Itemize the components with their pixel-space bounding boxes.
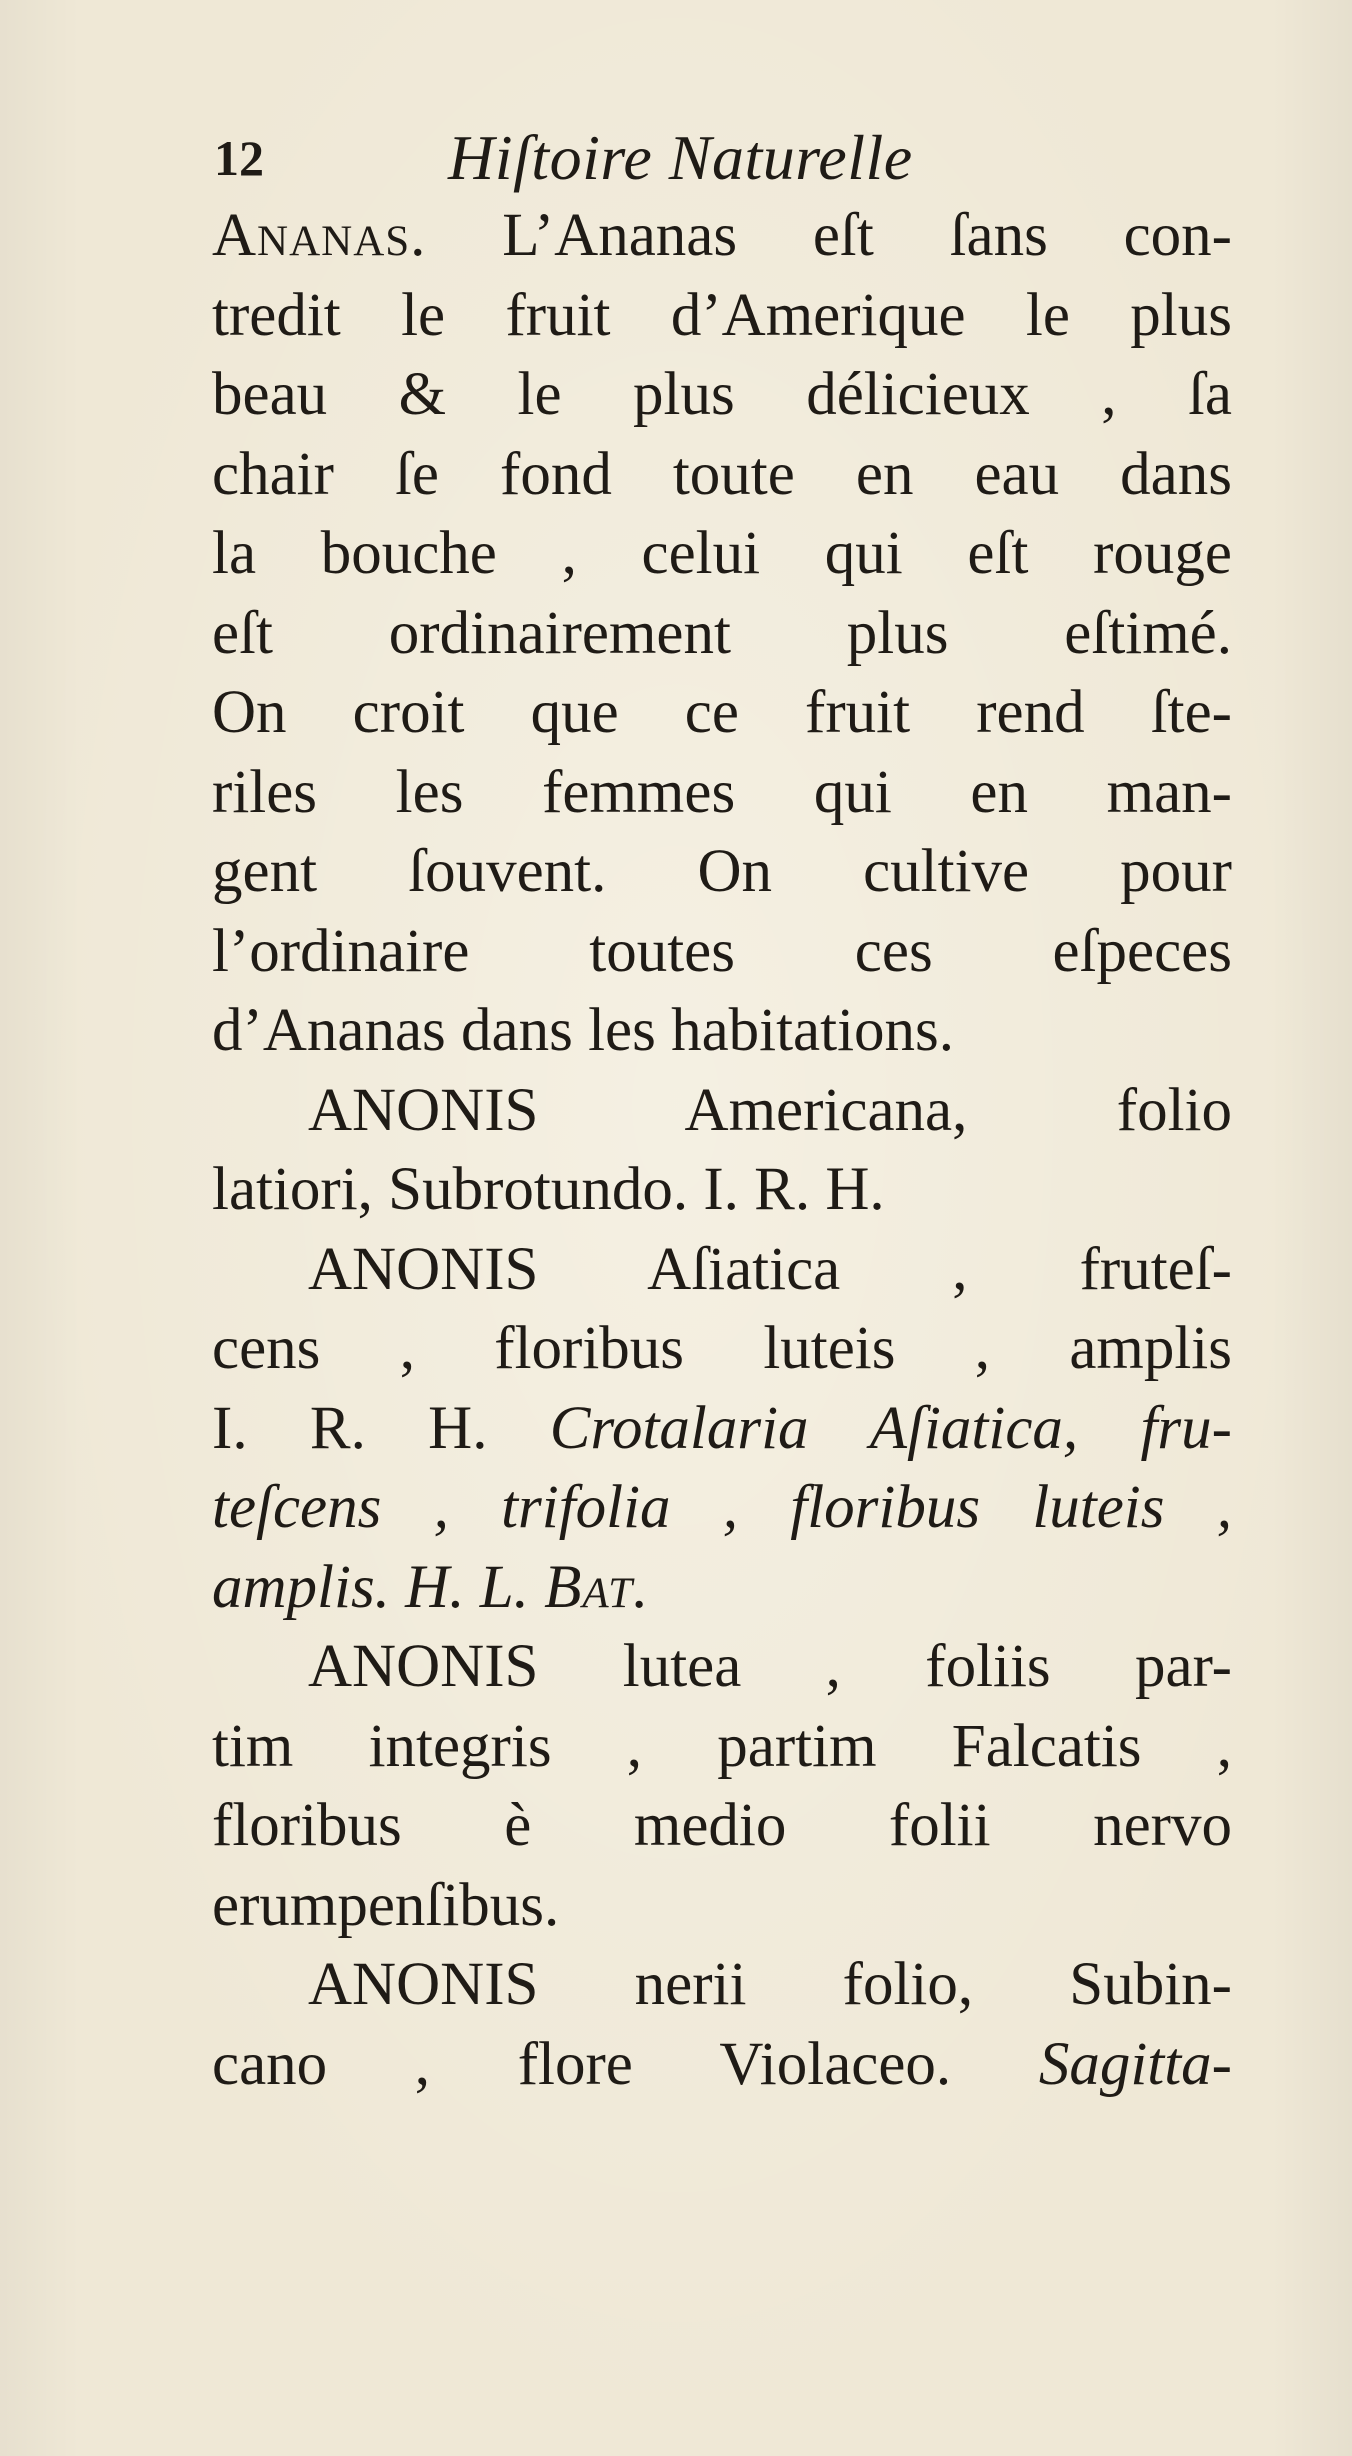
text-line — [212, 1786, 1232, 1866]
text-line — [212, 276, 1232, 356]
text-segment: Bat. — [544, 1553, 650, 1621]
text-line — [212, 991, 1232, 1071]
text-segment: erumpenſibus. — [212, 1871, 560, 1939]
running-title: Hiſtoire Naturelle — [448, 122, 913, 193]
text-segment: Crotalaria Aſiatica, fru- — [549, 1394, 1232, 1462]
text-line — [212, 1309, 1232, 1389]
text-line — [212, 355, 1232, 435]
text-segment: cano , flore Violaceo. — [212, 2030, 1039, 2098]
text-segment: ANONIS nerii folio, Subin- — [308, 1951, 1232, 2018]
text-line — [212, 1548, 1232, 1628]
text-segment: tim integris , partim Falcatis , — [212, 1712, 1232, 1780]
text-segment: tredit le fruit d’Amerique le plus — [212, 281, 1232, 349]
text-segment: On croit que ce fruit rend ſte- — [212, 679, 1232, 746]
text-segment: ANONIS Aſiatica , fruteſ- — [308, 1235, 1232, 1303]
text-segment: la bouche , celui qui eſt rouge — [212, 520, 1232, 587]
body-text — [212, 196, 1232, 2104]
text-line — [212, 2025, 1232, 2105]
text-line — [212, 435, 1232, 515]
text-segment: L’Ananas eſt ſans con- — [426, 202, 1232, 269]
text-line — [212, 196, 1232, 276]
text-segment: latiori, Subrotundo. I. R. H. — [212, 1156, 885, 1223]
text-segment: amplis. H. L. — [212, 1553, 545, 1621]
text-segment: teſcens , trifolia , floribus luteis , — [212, 1474, 1232, 1541]
text-line — [212, 1150, 1232, 1230]
text-segment: l’ordinaire toutes ces eſpeces — [212, 917, 1232, 985]
text-segment: I. R. H. — [212, 1394, 550, 1462]
text-line — [212, 832, 1232, 912]
text-segment: d’Ananas dans les habitations. — [212, 997, 955, 1064]
text-line — [212, 1627, 1232, 1707]
page-number: 12 — [214, 130, 264, 186]
text-segment: ANONIS Americana, folio — [308, 1076, 1232, 1144]
text-line — [212, 673, 1232, 753]
text-line — [212, 1468, 1232, 1548]
text-segment: Sagitta- — [1038, 2030, 1232, 2098]
page-header — [212, 118, 1112, 198]
text-segment: ANONIS lutea , foliis par- — [308, 1633, 1232, 1700]
text-segment: chair ſe fond toute en eau dans — [212, 440, 1232, 508]
text-line — [212, 1707, 1232, 1787]
text-segment: cens , floribus luteis , amplis — [212, 1315, 1232, 1382]
text-line — [212, 514, 1232, 594]
text-line — [212, 1230, 1232, 1310]
text-line — [212, 1866, 1232, 1946]
text-line — [212, 1389, 1232, 1469]
text-line — [212, 912, 1232, 992]
text-segment: Ananas. — [212, 202, 427, 269]
text-segment: floribus è medio folii nervo — [212, 1792, 1232, 1859]
text-segment: beau & le plus délicieux , ſa — [212, 361, 1232, 428]
text-segment: gent ſouvent. On cultive pour — [212, 838, 1232, 905]
text-line — [212, 1945, 1232, 2025]
text-segment: riles les femmes qui en man- — [212, 758, 1232, 826]
text-line — [212, 594, 1232, 674]
text-line — [212, 1071, 1232, 1151]
text-segment: eſt ordinairement plus eſtimé. — [212, 599, 1232, 667]
text-line — [212, 753, 1232, 833]
